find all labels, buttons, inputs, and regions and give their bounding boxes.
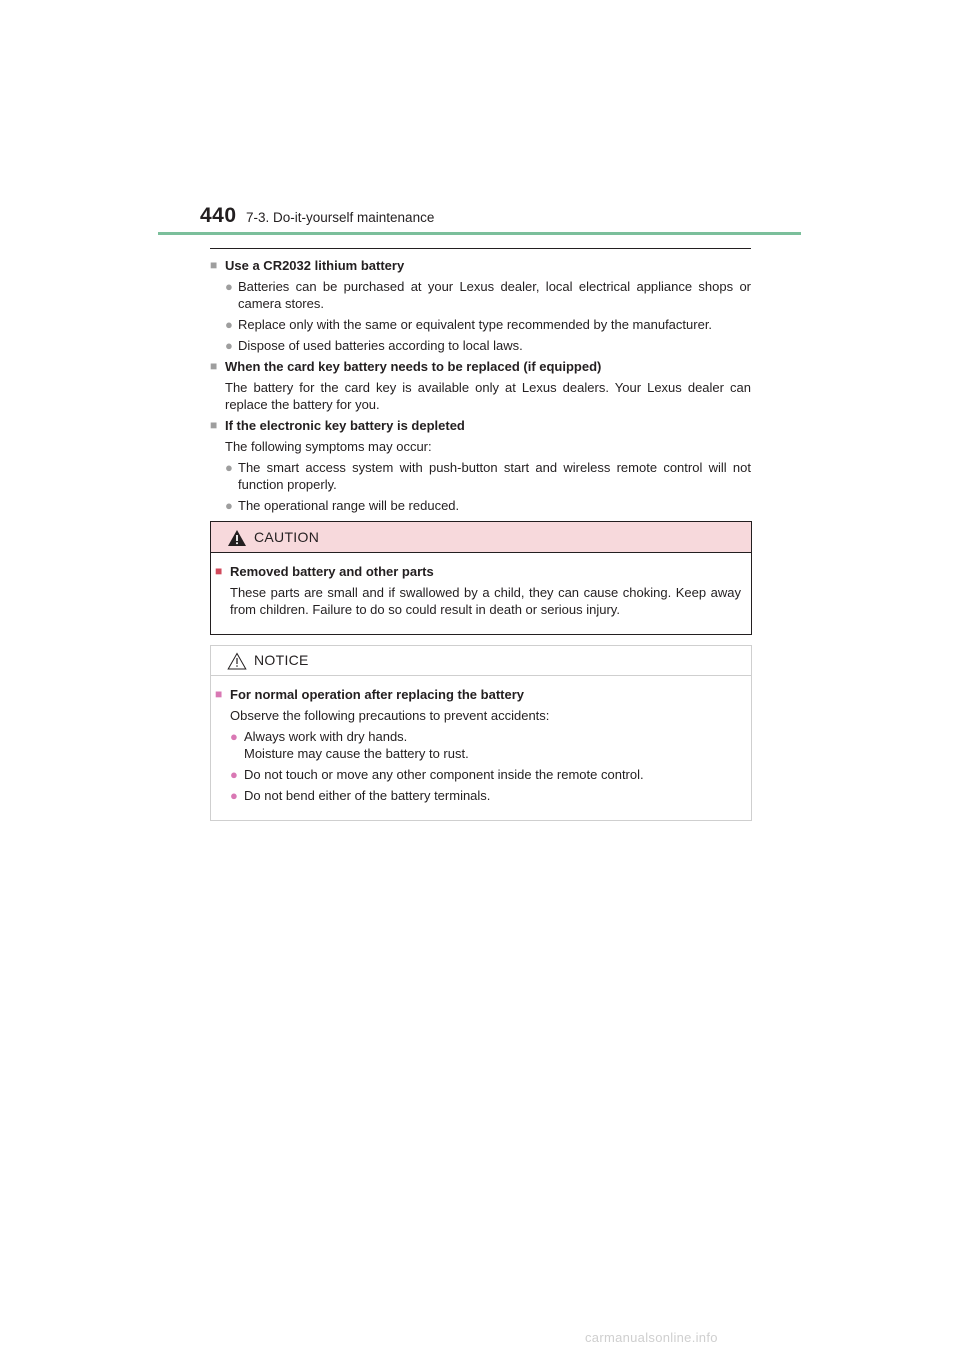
caution-title: CAUTION xyxy=(254,529,320,545)
list-item xyxy=(210,497,751,514)
circle-bullet-icon: ● xyxy=(225,498,233,513)
circle-bullet-icon: ● xyxy=(225,460,233,475)
caution-text: These parts are small and if swallowed by a child, they can cause choking. Keep away from children. Failure to do so could result in death or serious injury. xyxy=(230,585,741,617)
content-top-rule xyxy=(210,248,751,249)
heading-text: If the electronic key battery is depleted xyxy=(225,418,465,433)
warning-triangle-outline-icon xyxy=(227,652,247,670)
square-bullet-icon: ■ xyxy=(215,564,223,578)
section-heading xyxy=(210,257,751,274)
circle-bullet-icon: ● xyxy=(225,279,233,294)
circle-bullet-icon: ● xyxy=(225,338,233,353)
list-item-text: The operational range will be reduced. xyxy=(238,498,460,513)
square-bullet-icon: ■ xyxy=(210,418,218,432)
list-item xyxy=(215,787,741,804)
list-item-text: The smart access system with push-button start and wireless remote control will not function properly. xyxy=(238,460,751,492)
list-item xyxy=(210,337,751,354)
list-item xyxy=(215,728,741,762)
list-item xyxy=(210,278,751,312)
section-heading xyxy=(210,358,751,375)
circle-bullet-icon: ● xyxy=(225,317,233,332)
list-item xyxy=(215,766,741,783)
circle-bullet-icon: ● xyxy=(230,767,238,782)
notice-header xyxy=(211,646,751,676)
list-item xyxy=(210,316,751,333)
circle-bullet-icon: ● xyxy=(230,788,238,803)
heading-text: Removed battery and other parts xyxy=(230,564,434,579)
page-header xyxy=(200,204,800,234)
square-bullet-icon: ■ xyxy=(210,258,218,272)
list-item-text: Do not bend either of the battery terminals. xyxy=(244,788,491,803)
main-content xyxy=(210,257,751,514)
caution-box xyxy=(210,521,752,635)
section-title: 7-3. Do-it-yourself maintenance xyxy=(246,210,435,225)
list-item xyxy=(210,459,751,493)
list-item-text: Moisture may cause the battery to rust. xyxy=(244,746,469,761)
caution-heading xyxy=(215,563,741,580)
caution-header xyxy=(211,522,751,553)
notice-text: Observe the following precautions to prevent accidents: xyxy=(230,708,550,723)
paragraph: The following symptoms may occur: xyxy=(225,439,432,454)
paragraph: The battery for the card key is available only at Lexus dealers. Your Lexus dealer can replace the battery for you. xyxy=(225,380,751,412)
watermark: carmanualsonline.info xyxy=(585,1330,718,1345)
list-item-text: Do not touch or move any other component inside the remote control. xyxy=(244,767,644,782)
caution-body xyxy=(211,553,751,618)
notice-heading xyxy=(215,686,741,703)
notice-title: NOTICE xyxy=(254,652,309,668)
heading-text: When the card key battery needs to be replaced (if equipped) xyxy=(225,359,602,374)
warning-triangle-icon xyxy=(227,529,247,547)
notice-box xyxy=(210,645,752,821)
heading-text: For normal operation after replacing the battery xyxy=(230,687,524,702)
list-item-text: Batteries can be purchased at your Lexus dealer, local electrical appliance shops or camera stores. xyxy=(238,279,751,311)
list-item-text: Replace only with the same or equivalent type recommended by the manufacturer. xyxy=(238,317,713,332)
square-bullet-icon: ■ xyxy=(210,359,218,373)
list-item-text: Always work with dry hands. xyxy=(244,729,408,744)
list-item-text: Dispose of used batteries according to local laws. xyxy=(238,338,523,353)
square-bullet-icon: ■ xyxy=(215,687,223,701)
circle-bullet-icon: ● xyxy=(230,729,238,744)
page-number: 440 xyxy=(200,204,237,227)
section-heading xyxy=(210,417,751,434)
notice-body xyxy=(211,676,751,804)
header-rule xyxy=(158,232,801,235)
heading-text: Use a CR2032 lithium battery xyxy=(225,258,405,273)
